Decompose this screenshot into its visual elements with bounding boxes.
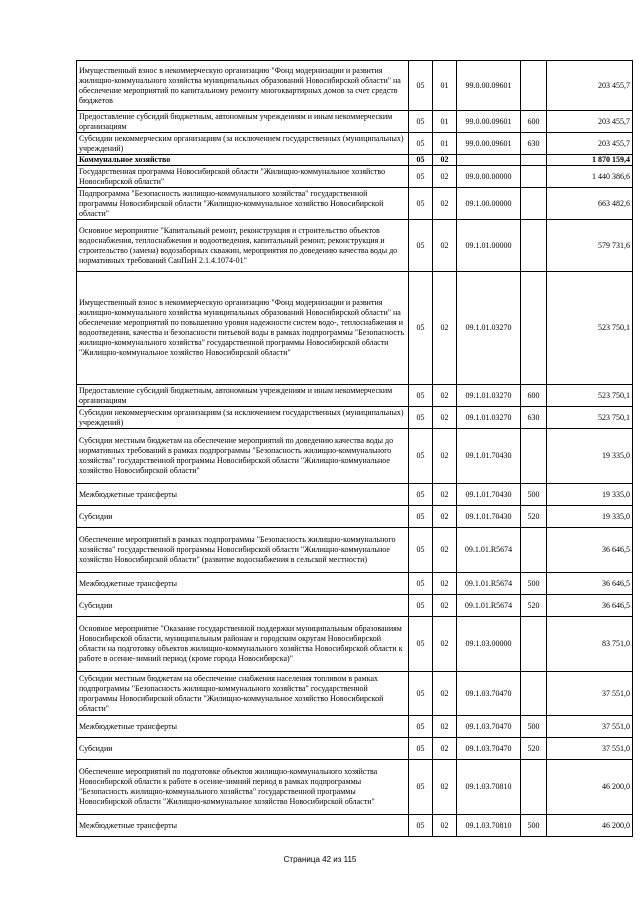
target-article-cell [457, 155, 521, 166]
section-code-cell: 05 [409, 506, 433, 528]
table-row [77, 617, 633, 672]
amount-cell: 663 482,6 [547, 188, 633, 220]
row-name-cell: Имущественный взнос в некоммерческую организацию "Фонд модернизации и развития жилищно-коммунального хозяйства муниципальных образований Новосибирской области" на обеспечение мероприятий по повышению уровня надежности систем водо-, теплоснабжения и водоотведения, качества и безопасности питьевой воды в рамках подпрограммы "Безопасность жилищно-коммунального хозяйства" государственной программы Новосибирской области "Жилищно-коммунальное хозяйство Новосибирской области" [77, 272, 409, 385]
row-name-cell: Субсидии некоммерческим организациям (за исключением государственных (муниципальных) учреждений) [77, 407, 409, 429]
row-name-cell: Субсидии некоммерческим организациям (за исключением государственных (муниципальных) учреждений) [77, 133, 409, 155]
table-row [77, 133, 633, 155]
expense-type-cell [521, 155, 547, 166]
section-code-cell: 05 [409, 61, 433, 111]
table-row [77, 484, 633, 506]
expense-type-cell: 600 [521, 385, 547, 407]
amount-cell: 523 750,1 [547, 272, 633, 385]
target-article-cell: 09.1.01.03270 [457, 407, 521, 429]
section-code-cell: 05 [409, 385, 433, 407]
table-row [77, 528, 633, 573]
section-code-cell: 05 [409, 716, 433, 738]
subsection-code-cell: 02 [433, 617, 457, 672]
section-code-cell: 05 [409, 272, 433, 385]
amount-cell: 36 646,5 [547, 528, 633, 573]
expense-type-cell: 600 [521, 111, 547, 133]
target-article-cell: 09.1.01.00000 [457, 220, 521, 272]
amount-cell: 83 751,0 [547, 617, 633, 672]
table-row [77, 166, 633, 188]
section-code-cell: 05 [409, 595, 433, 617]
amount-cell: 523 750,1 [547, 385, 633, 407]
section-code-cell: 05 [409, 166, 433, 188]
page-footer: Страница 42 из 115 [283, 855, 357, 864]
table-row [77, 188, 633, 220]
subsection-code-cell: 02 [433, 672, 457, 716]
target-article-cell: 09.1.01.R5674 [457, 528, 521, 573]
section-code-cell: 05 [409, 188, 433, 220]
section-code-cell: 05 [409, 672, 433, 716]
subsection-code-cell: 02 [433, 188, 457, 220]
section-code-cell: 05 [409, 407, 433, 429]
target-article-cell: 09.1.01.70430 [457, 429, 521, 484]
table-row [77, 272, 633, 385]
section-code-cell: 05 [409, 528, 433, 573]
target-article-cell: 09.1.01.03270 [457, 385, 521, 407]
expense-type-cell [521, 528, 547, 573]
expense-type-cell [521, 220, 547, 272]
table-row [77, 716, 633, 738]
amount-cell: 203 455,7 [547, 111, 633, 133]
table-row [77, 595, 633, 617]
amount-cell: 203 455,7 [547, 61, 633, 111]
target-article-cell: 09.1.03.00000 [457, 617, 521, 672]
subsection-code-cell: 02 [433, 716, 457, 738]
expense-type-cell: 500 [521, 716, 547, 738]
budget-table [76, 60, 633, 837]
subsection-code-cell: 02 [433, 573, 457, 595]
expense-type-cell [521, 429, 547, 484]
expense-type-cell [521, 760, 547, 815]
row-name-cell: Межбюджетные трансферты [77, 573, 409, 595]
subsection-code-cell: 02 [433, 155, 457, 166]
table-row [77, 672, 633, 716]
expense-type-cell [521, 188, 547, 220]
budget-page [76, 60, 632, 837]
table-row [77, 573, 633, 595]
amount-cell: 1 440 386,6 [547, 166, 633, 188]
section-code-cell: 05 [409, 111, 433, 133]
amount-cell: 36 646,5 [547, 595, 633, 617]
row-name-cell: Межбюджетные трансферты [77, 716, 409, 738]
subsection-code-cell: 02 [433, 220, 457, 272]
subsection-code-cell: 02 [433, 528, 457, 573]
target-article-cell: 99.0.00.09601 [457, 61, 521, 111]
row-name-cell: Имущественный взнос в некоммерческую организацию "Фонд модернизации и развития жилищно-коммунального хозяйства муниципальных образований Новосибирской области" на обеспечение мероприятий по капитальному ремонту многоквартирных домов за счет средств бюджетов [77, 61, 409, 111]
target-article-cell: 09.1.03.70470 [457, 672, 521, 716]
subsection-code-cell: 02 [433, 429, 457, 484]
subsection-code-cell: 02 [433, 385, 457, 407]
table-row [77, 111, 633, 133]
expense-type-cell: 500 [521, 484, 547, 506]
expense-type-cell: 520 [521, 595, 547, 617]
table-row [77, 760, 633, 815]
row-name-cell: Субсидии [77, 506, 409, 528]
amount-cell: 19 335,0 [547, 484, 633, 506]
amount-cell: 523 750,1 [547, 407, 633, 429]
table-row [77, 220, 633, 272]
section-code-cell: 05 [409, 155, 433, 166]
table-row [77, 61, 633, 111]
amount-cell: 46 200,0 [547, 815, 633, 837]
row-name-cell: Субсидии местным бюджетам на обеспечение мероприятий по доведению качества воды до нормативных требований в рамках подпрограммы "Безопасность жилищно-коммунального хозяйства" государственной программы Новосибирской области "Жилищно-коммунальное хозяйство Новосибирской области" [77, 429, 409, 484]
subsection-code-cell: 01 [433, 133, 457, 155]
table-row [77, 155, 633, 166]
target-article-cell: 09.1.03.70810 [457, 815, 521, 837]
expense-type-cell: 630 [521, 133, 547, 155]
row-name-cell: Предоставление субсидий бюджетным, автономным учреждениям и иным некоммерческим организациям [77, 385, 409, 407]
expense-type-cell: 630 [521, 407, 547, 429]
row-name-cell: Обеспечение мероприятий по подготовке объектов жилищно-коммунального хозяйства Новосибирской области к работе в осенне-зимний период в рамках подпрограммы "Безопасность жилищно-коммунального хозяйства" государственной программы Новосибирской области "Жилищно-коммунальное хозяйство Новосибирской области" [77, 760, 409, 815]
table-row [77, 738, 633, 760]
section-code-cell: 05 [409, 133, 433, 155]
row-name-cell: Основное мероприятие "Оказание государственной поддержки муниципальным образованиям Новосибирской области, муниципальным районам и городским округам Новосибирской области на подготовку объектов жилищно-коммунального хозяйства Новосибирской области к работе в осенне-зимний период (кроме города Новосибирска)" [77, 617, 409, 672]
expense-type-cell: 500 [521, 815, 547, 837]
amount-cell: 1 870 159,4 [547, 155, 633, 166]
row-name-cell: Субсидии [77, 595, 409, 617]
section-code-cell: 05 [409, 484, 433, 506]
table-row [77, 407, 633, 429]
amount-cell: 37 551,0 [547, 738, 633, 760]
row-name-cell: Межбюджетные трансферты [77, 815, 409, 837]
row-name-cell: Предоставление субсидий бюджетным, автономным учреждениям и иным некоммерческим организациям [77, 111, 409, 133]
section-code-cell: 05 [409, 220, 433, 272]
expense-type-cell: 500 [521, 573, 547, 595]
target-article-cell: 09.1.00.00000 [457, 188, 521, 220]
subsection-code-cell: 02 [433, 407, 457, 429]
target-article-cell: 09.1.01.70430 [457, 484, 521, 506]
target-article-cell: 09.1.03.70470 [457, 716, 521, 738]
row-name-cell: Подпрограмма "Безопасность жилищно-коммунального хозяйства" государственной программы Новосибирской области "Жилищно-коммунальное хозяйство Новосибирской области" [77, 188, 409, 220]
subsection-code-cell: 01 [433, 111, 457, 133]
row-name-cell: Коммунальное хозяйство [77, 155, 409, 166]
target-article-cell: 09.1.01.R5674 [457, 573, 521, 595]
amount-cell: 37 551,0 [547, 716, 633, 738]
target-article-cell: 09.0.00.00000 [457, 166, 521, 188]
subsection-code-cell: 02 [433, 815, 457, 837]
subsection-code-cell: 02 [433, 506, 457, 528]
section-code-cell: 05 [409, 573, 433, 595]
expense-type-cell [521, 61, 547, 111]
subsection-code-cell: 01 [433, 61, 457, 111]
budget-table-body [77, 61, 633, 837]
target-article-cell: 09.1.03.70810 [457, 760, 521, 815]
table-row [77, 815, 633, 837]
row-name-cell: Обеспечение мероприятий в рамках подпрограммы "Безопасность жилищно-коммунального хозяйства" государственной программы Новосибирской области "Жилищно-коммунальное хозяйство Новосибирской области" (развитие водоснабжения в сельской местности) [77, 528, 409, 573]
amount-cell: 579 731,6 [547, 220, 633, 272]
target-article-cell: 09.1.03.70470 [457, 738, 521, 760]
section-code-cell: 05 [409, 617, 433, 672]
row-name-cell: Субсидии [77, 738, 409, 760]
subsection-code-cell: 02 [433, 738, 457, 760]
subsection-code-cell: 02 [433, 166, 457, 188]
amount-cell: 46 200,0 [547, 760, 633, 815]
row-name-cell: Субсидии местным бюджетам на обеспечение снабжения населения топливом в рамках подпрограммы "Безопасность жилищно-коммунального хозяйства" государственной программы Новосибирской области "Жилищно-коммунальное хозяйство Новосибирской области" [77, 672, 409, 716]
section-code-cell: 05 [409, 738, 433, 760]
row-name-cell: Межбюджетные трансферты [77, 484, 409, 506]
amount-cell: 19 335,0 [547, 429, 633, 484]
table-row [77, 385, 633, 407]
subsection-code-cell: 02 [433, 595, 457, 617]
section-code-cell: 05 [409, 815, 433, 837]
expense-type-cell [521, 272, 547, 385]
target-article-cell: 99.0.00.09601 [457, 111, 521, 133]
target-article-cell: 09.1.01.70430 [457, 506, 521, 528]
row-name-cell: Государственная программа Новосибирской области "Жилищно-коммунальное хозяйство Новосибирской области" [77, 166, 409, 188]
amount-cell: 19 335,0 [547, 506, 633, 528]
subsection-code-cell: 02 [433, 760, 457, 815]
expense-type-cell: 520 [521, 738, 547, 760]
expense-type-cell [521, 166, 547, 188]
section-code-cell: 05 [409, 760, 433, 815]
subsection-code-cell: 02 [433, 272, 457, 385]
expense-type-cell [521, 617, 547, 672]
amount-cell: 37 551,0 [547, 672, 633, 716]
row-name-cell: Основное мероприятие "Капитальный ремонт, реконструкция и строительство объектов водоснабжения, теплоснабжения и водоотведения, капитальный ремонт, реконструкция и строительство (замена) водозаборных скважин, мероприятия по доведению качества воды до нормативных требований СанПиН 2.1.4.1074-01" [77, 220, 409, 272]
expense-type-cell [521, 672, 547, 716]
amount-cell: 203 455,7 [547, 133, 633, 155]
table-row [77, 506, 633, 528]
expense-type-cell: 520 [521, 506, 547, 528]
target-article-cell: 09.1.01.R5674 [457, 595, 521, 617]
table-row [77, 429, 633, 484]
target-article-cell: 99.0.00.09601 [457, 133, 521, 155]
amount-cell: 36 646,5 [547, 573, 633, 595]
subsection-code-cell: 02 [433, 484, 457, 506]
target-article-cell: 09.1.01.03270 [457, 272, 521, 385]
section-code-cell: 05 [409, 429, 433, 484]
